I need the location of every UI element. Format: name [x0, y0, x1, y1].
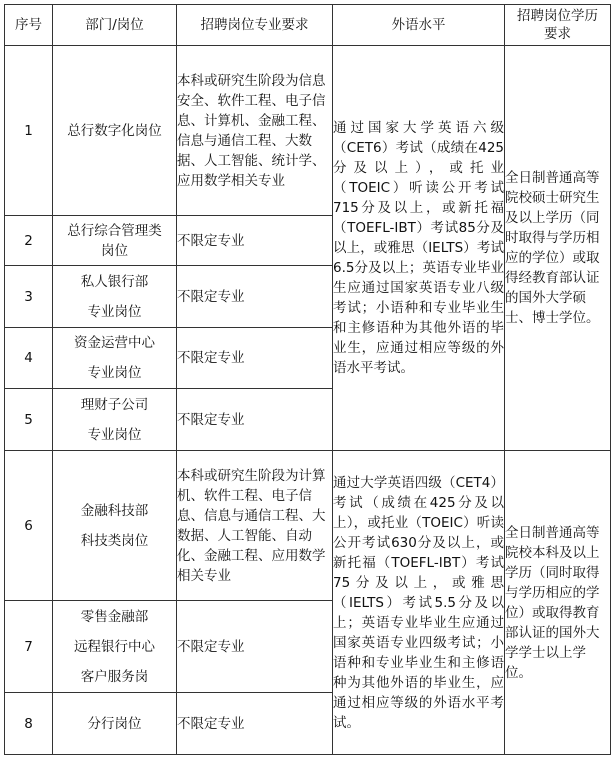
department-line: 客户服务岗 — [80, 668, 149, 685]
major-requirement-cell: 本科或研究生阶段为计算机、软件工程、电子信息、信息与通信工程、大数据、人工智能、自动化、金融工程、应用数学相关专业 — [177, 451, 333, 601]
header-department-position: 部门/岗位 — [53, 5, 177, 46]
department-line: 岗位 — [101, 242, 128, 259]
row-number: 8 — [5, 693, 53, 755]
major-requirement-cell: 不限定专业 — [177, 389, 333, 451]
major-requirement-cell: 不限定专业 — [177, 601, 333, 693]
major-requirement-cell: 本科或研究生阶段为信息安全、软件工程、电子信息、计算机、金融工程、信息与通信工程、大数据、人工智能、统计学、应用数学相关专业 — [177, 46, 333, 216]
language-requirement-cell: 通过国家大学英语六级（CET6）考试（成绩在425分及以上），或托业（TOEIC）听读公开考试715分及以上，或新托福（TOEFL-IBT）考试85分及以上，或雅思（IELTS）考试6.5分及以上；英语专业毕业生应通过国家英语专业八级考试；小语种和专业毕业生和主修语种为其他外语的毕业生，应通过相应等级的外语水平考试。 — [333, 46, 505, 451]
row-number: 1 — [5, 46, 53, 216]
department-line: 私人银行部 — [80, 273, 149, 290]
table-row — [5, 451, 611, 601]
row-number: 4 — [5, 328, 53, 389]
department-line: 科技类岗位 — [80, 532, 149, 549]
row-number: 2 — [5, 216, 53, 266]
header-serial-number: 序号 — [5, 5, 53, 46]
department-line: 远程银行中心 — [74, 638, 155, 655]
table-row — [5, 46, 611, 216]
header-education-line1: 招聘岗位学历 — [517, 8, 598, 24]
department-line: 专业岗位 — [87, 426, 142, 443]
header-education-line2: 要求 — [544, 26, 571, 42]
department-line: 总行综合管理类 — [67, 222, 162, 239]
education-requirement-cell: 全日制普通高等院校硕士研究生及以上学历（同时取得与学历相应的学位）或取得经教育部认证的国外大学硕士、博士学位。 — [505, 46, 611, 451]
header-major-requirement: 招聘岗位专业要求 — [177, 5, 333, 46]
department-cell — [53, 46, 177, 216]
department-cell — [53, 451, 177, 601]
department-cell — [53, 266, 177, 328]
department-cell — [53, 328, 177, 389]
department-line: 理财子公司 — [80, 396, 149, 413]
header-education-requirement — [505, 5, 611, 46]
recruitment-requirements-table — [4, 4, 611, 755]
department-line: 分行岗位 — [87, 715, 142, 732]
department-line: 金融科技部 — [80, 502, 149, 519]
department-line: 零售金融部 — [80, 608, 149, 625]
row-number: 6 — [5, 451, 53, 601]
major-requirement-cell: 不限定专业 — [177, 328, 333, 389]
row-number: 7 — [5, 601, 53, 693]
department-line: 总行数字化岗位 — [67, 122, 162, 139]
major-requirement-cell: 不限定专业 — [177, 266, 333, 328]
major-requirement-cell: 不限定专业 — [177, 693, 333, 755]
row-number: 5 — [5, 389, 53, 451]
row-number: 3 — [5, 266, 53, 328]
major-requirement-cell: 不限定专业 — [177, 216, 333, 266]
header-row — [5, 5, 611, 46]
education-requirement-cell: 全日制普通高等院校本科及以上学历（同时取得与学历相应的学位）或取得教育部认证的国外大学学士以上学位。 — [505, 451, 611, 755]
department-line: 专业岗位 — [87, 303, 142, 320]
department-cell — [53, 693, 177, 755]
department-cell — [53, 389, 177, 451]
department-line: 资金运营中心 — [74, 335, 155, 351]
language-requirement-cell: 通过大学英语四级（CET4）考试（成绩在425分及以上），或托业（TOEIC）听读公开考试630分及以上，或新托福（TOEFL-IBT）考试75分及以上，或雅思（IELTS）考试5.5分及以上；英语专业毕业生应通过国家英语专业四级考试；小语种和专业毕业生和主修语种为其他外语的毕业生，应通过相应等级的外语水平考试。 — [333, 451, 505, 755]
department-line: 专业岗位 — [87, 365, 142, 381]
department-cell — [53, 601, 177, 693]
header-language-level: 外语水平 — [333, 5, 505, 46]
department-cell — [53, 216, 177, 266]
